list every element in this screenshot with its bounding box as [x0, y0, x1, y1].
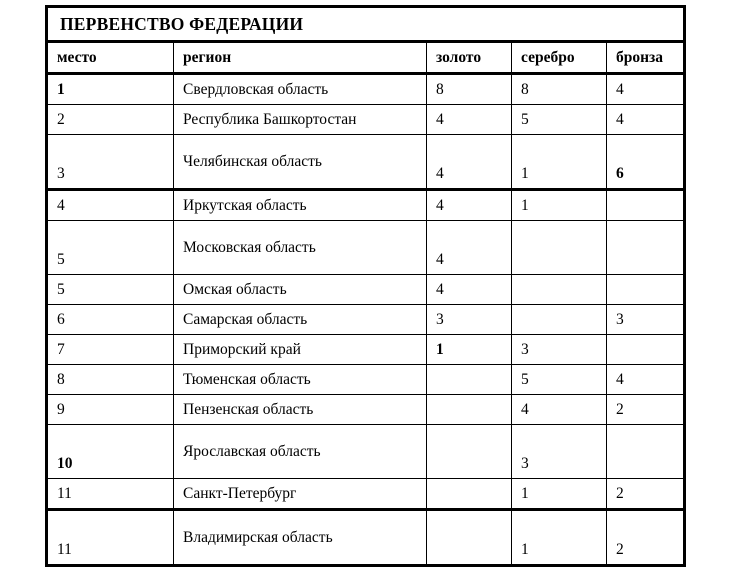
cell-gold: 1 — [427, 335, 512, 365]
cell-place: 4 — [47, 190, 174, 221]
table-row — [47, 479, 685, 510]
cell-region: Санкт-Петербург — [174, 479, 427, 510]
cell-bronze — [607, 221, 685, 275]
column-header-silver: серебро — [512, 42, 607, 74]
table-title-row — [47, 7, 685, 42]
cell-silver: 1 — [512, 510, 607, 566]
cell-silver — [512, 275, 607, 305]
table-row — [47, 190, 685, 221]
table-row — [47, 365, 685, 395]
cell-silver: 1 — [512, 135, 607, 190]
table-row — [47, 135, 685, 190]
table-row — [47, 221, 685, 275]
cell-gold — [427, 365, 512, 395]
cell-bronze — [607, 425, 685, 479]
table-row — [47, 395, 685, 425]
cell-silver: 5 — [512, 365, 607, 395]
cell-place: 1 — [47, 74, 174, 105]
cell-place: 11 — [47, 479, 174, 510]
cell-place: 5 — [47, 221, 174, 275]
cell-bronze: 6 — [607, 135, 685, 190]
cell-place: 10 — [47, 425, 174, 479]
cell-bronze: 2 — [607, 510, 685, 566]
cell-gold — [427, 425, 512, 479]
cell-silver: 3 — [512, 425, 607, 479]
cell-place: 2 — [47, 105, 174, 135]
column-header-gold: золото — [427, 42, 512, 74]
page-title: ПЕРВЕНСТВО ФЕДЕРАЦИИ — [47, 7, 685, 42]
table-row — [47, 105, 685, 135]
cell-region: Владимирская область — [174, 510, 427, 566]
cell-silver: 5 — [512, 105, 607, 135]
cell-gold — [427, 395, 512, 425]
standings-table — [45, 5, 686, 567]
cell-bronze: 4 — [607, 365, 685, 395]
cell-silver: 4 — [512, 395, 607, 425]
cell-bronze: 4 — [607, 74, 685, 105]
cell-region: Московская область — [174, 221, 427, 275]
cell-bronze — [607, 275, 685, 305]
cell-place: 8 — [47, 365, 174, 395]
cell-silver: 1 — [512, 479, 607, 510]
cell-bronze: 2 — [607, 479, 685, 510]
cell-region: Ярославская область — [174, 425, 427, 479]
cell-place: 5 — [47, 275, 174, 305]
standings-table-container — [45, 5, 683, 567]
column-header-bronze: бронза — [607, 42, 685, 74]
cell-gold — [427, 510, 512, 566]
cell-place: 9 — [47, 395, 174, 425]
cell-bronze — [607, 335, 685, 365]
cell-region: Свердловская область — [174, 74, 427, 105]
table-header-row — [47, 42, 685, 74]
cell-region: Самарская область — [174, 305, 427, 335]
cell-gold: 4 — [427, 275, 512, 305]
cell-region: Пензенская область — [174, 395, 427, 425]
cell-gold: 4 — [427, 135, 512, 190]
cell-silver — [512, 305, 607, 335]
cell-silver — [512, 221, 607, 275]
cell-region: Иркутская область — [174, 190, 427, 221]
cell-region: Омская область — [174, 275, 427, 305]
cell-bronze — [607, 190, 685, 221]
cell-place: 6 — [47, 305, 174, 335]
cell-place: 3 — [47, 135, 174, 190]
cell-bronze: 3 — [607, 305, 685, 335]
cell-place: 7 — [47, 335, 174, 365]
standings-table-body — [47, 7, 685, 566]
cell-gold: 4 — [427, 221, 512, 275]
table-row — [47, 275, 685, 305]
cell-gold: 4 — [427, 190, 512, 221]
cell-place: 11 — [47, 510, 174, 566]
cell-bronze: 2 — [607, 395, 685, 425]
cell-region: Приморский край — [174, 335, 427, 365]
table-row — [47, 510, 685, 566]
cell-gold — [427, 479, 512, 510]
column-header-region: регион — [174, 42, 427, 74]
cell-silver: 8 — [512, 74, 607, 105]
table-row — [47, 74, 685, 105]
cell-gold: 8 — [427, 74, 512, 105]
table-row — [47, 425, 685, 479]
cell-region: Республика Башкортостан — [174, 105, 427, 135]
cell-gold: 4 — [427, 105, 512, 135]
table-row — [47, 305, 685, 335]
column-header-place: место — [47, 42, 174, 74]
cell-bronze: 4 — [607, 105, 685, 135]
cell-region: Тюменская область — [174, 365, 427, 395]
table-row — [47, 335, 685, 365]
cell-region: Челябинская область — [174, 135, 427, 190]
cell-silver: 3 — [512, 335, 607, 365]
cell-silver: 1 — [512, 190, 607, 221]
cell-gold: 3 — [427, 305, 512, 335]
